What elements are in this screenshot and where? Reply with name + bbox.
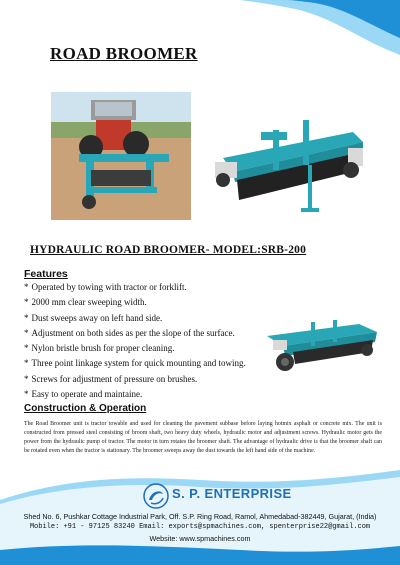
list-item: * Screws for adjustment of pressure on brushes. xyxy=(24,373,198,384)
footer-contact: Mobile: +91 - 97125 83240 Email: exports@spmachines.com, spenterprise22@gmail.com xyxy=(29,523,371,531)
company-logo-icon xyxy=(143,483,169,509)
footer-website: Website: www.spmachines.com xyxy=(149,534,251,543)
list-item: * Dust sweeps away on left hand side. xyxy=(24,312,163,323)
list-item: * Three point linkage system for quick mounting and towing. xyxy=(24,358,246,369)
list-item: * Easy to operate and maintaine. xyxy=(24,389,143,400)
product-model-heading: HYDRAULIC ROAD BROOMER- MODEL:SRB-200 xyxy=(30,244,307,256)
list-item: * Nylon bristle brush for proper cleaning. xyxy=(24,343,175,354)
road-broomer-photo xyxy=(213,110,365,218)
list-item: * Adjustment on both sides as per the slope of the surface. xyxy=(24,327,235,338)
list-item: * 2000 mm clear sweeping width. xyxy=(24,297,147,308)
features-heading: Features xyxy=(24,268,68,280)
tractor-broomer-photo xyxy=(51,92,191,220)
towed-broomer-photo xyxy=(263,318,379,376)
construction-paragraph: The Road Broomer unit is tractor towable and used for cleaning the pavement subbase before laying hotmix asphalt or concrete mix. The unit is constructed from pressed steel consisting of broom shaft, two heavy duty wheels, hydraulic motor and adjustment screws. Hydraulic motor gets the power from the hydraulic pump of tractor. The motor in turn rotates the broomer shaft. The advantage of hydraulic drive is that the broomer shaft can be rotated even when the tractor is stationary. The broomer sweeps away the dust towards the left hand side of the machine. xyxy=(24,421,382,454)
footer-address: Shed No. 6, Pushkar Cottage Industrial Park, Off. S.P. Ring Road, Ramol, Ahmedabad-382449, Gujarat, (India) xyxy=(23,512,377,521)
list-item: * Operated by towing with tractor or forklift. xyxy=(24,282,187,292)
features-list xyxy=(24,280,246,402)
page-title: ROAD BROOMER xyxy=(50,44,198,63)
construction-heading: Construction & Operation xyxy=(24,403,147,414)
company-name: S. P. ENTERPRISE xyxy=(172,486,292,501)
